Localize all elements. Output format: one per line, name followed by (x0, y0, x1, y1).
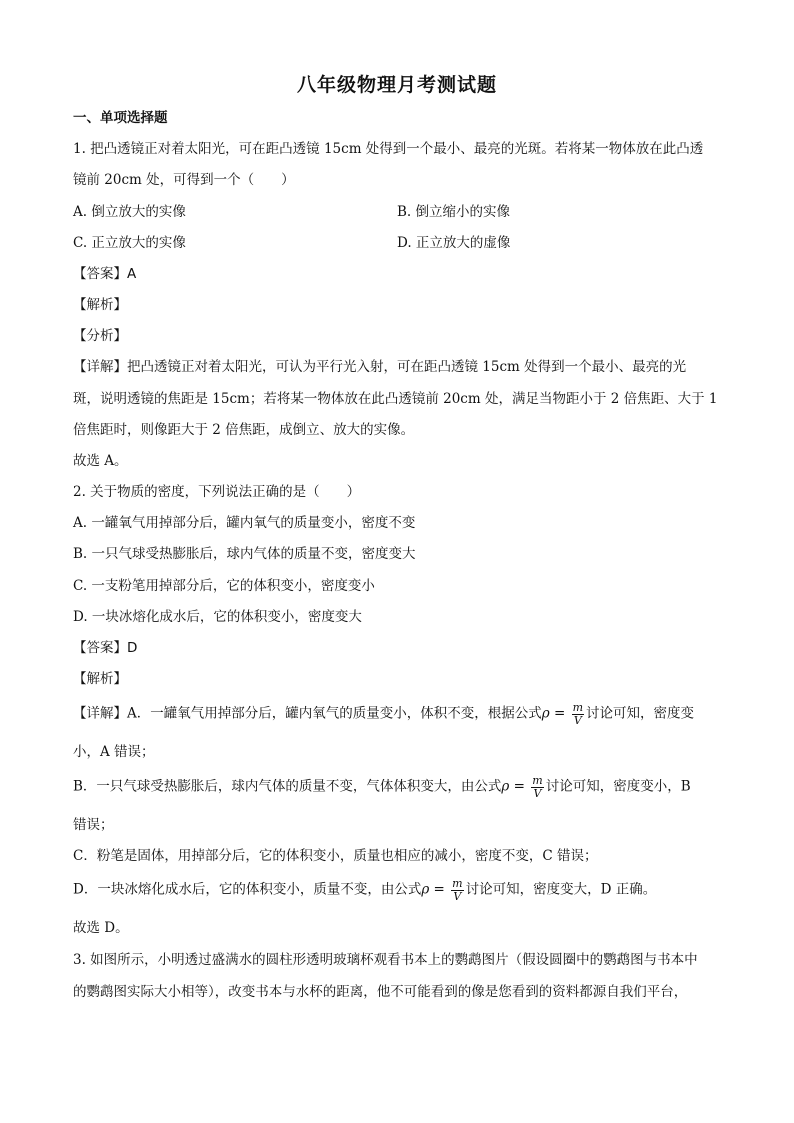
fraction-denominator: V (533, 786, 542, 800)
q2-detail-b-line1 (73, 775, 691, 799)
detail-b-text-pre: B．一只气球受热膨胀后，球内气体的质量不变，气体体积变大，由公式 (73, 778, 502, 795)
q2-option-d: D. 一块冰熔化成水后，它的体积变小，密度变大 (73, 609, 362, 625)
rho-symbol: ρ (541, 705, 550, 722)
q2-detail-c: C．粉笔是固体，用掉部分后，它的体积变小，质量也相应的减小，密度不变，C 错误； (73, 848, 598, 864)
q2-analysis-heading: 【解析】 (73, 671, 127, 687)
detail-a-text-post: 讨论可知，密度变 (586, 705, 695, 722)
equals-sign: = (509, 778, 530, 795)
q2-conclusion: 故选 D。 (73, 920, 129, 936)
q1-detail-line2: 斑，说明透镜的焦距是 15cm；若将某一物体放在此凸透镜前 20cm 处，满足当物距小于 2 倍焦距、大于 1 (73, 391, 718, 407)
detail-a-text-pre: 【详解】A．一罐氧气用掉部分后，罐内氧气的质量变小，体积不变，根据公式 (73, 705, 542, 722)
detail-d-text-post: 讨论可知，密度变大，D 正确。 (465, 881, 657, 898)
q1-option-d: D. 正立放大的虚像 (397, 235, 511, 251)
fraction-numerator: m (452, 877, 463, 890)
q2-stem: 2. 关于物质的密度，下列说法正确的是（ ） (73, 484, 361, 500)
page-title: 八年级物理月考测试题 (296, 74, 497, 96)
rho-symbol: ρ (501, 778, 510, 795)
q2-option-b: B. 一只气球受热膨胀后，球内气体的质量不变，密度变大 (73, 546, 416, 562)
q1-detail-line1: 【详解】把凸透镜正对着太阳光，可认为平行光入射，可在距凸透镜 15cm 处得到一个最小、最亮的光 (73, 359, 687, 375)
q1-option-b: B. 倒立缩小的实像 (397, 204, 511, 220)
q1-detail-line3: 倍焦距时，则像距大于 2 倍焦距，成倒立、放大的实像。 (73, 422, 415, 438)
detail-d-text-pre: D．一块冰熔化成水后，它的体积变小，质量不变，由公式 (73, 881, 422, 898)
density-formula-fraction (572, 702, 584, 726)
fraction-numerator: m (532, 774, 543, 787)
q2-detail-a-line1 (73, 702, 694, 726)
q2-option-a: A. 一罐氧气用掉部分后，罐内氧气的质量变小，密度不变 (73, 515, 416, 531)
section-heading: 一、单项选择题 (73, 110, 168, 126)
q2-detail-b-line2: 错误； (73, 817, 114, 833)
q1-stem-line2: 镜前 20cm 处，可得到一个（ ） (73, 172, 295, 188)
q2-detail-d (73, 878, 656, 902)
q1-answer: 【答案】A (73, 266, 137, 282)
density-formula-fraction (451, 878, 463, 902)
q1-conclusion: 故选 A。 (73, 453, 128, 469)
rho-symbol: ρ (421, 881, 430, 898)
q2-answer: 【答案】D (73, 640, 138, 656)
q1-stem-line1: 1. 把凸透镜正对着太阳光，可在距凸透镜 15cm 处得到一个最小、最亮的光斑。若将某一物体放在此凸透 (73, 141, 704, 157)
detail-b-text-post: 讨论可知，密度变小，B (545, 778, 691, 795)
q2-option-c: C. 一支粉笔用掉部分后，它的体积变小，密度变小 (73, 578, 375, 594)
q3-stem-line2: 的鹦鹉图实际大小相等），改变书本与水杯的距离，他不可能看到的像是您看到的资料都源自我们平台， (73, 984, 688, 1000)
q1-analysis-heading: 【解析】 (73, 297, 127, 313)
q3-stem-line1: 3. 如图所示，小明透过盛满水的圆柱形透明玻璃杯观看书本上的鹦鹉图片（假设圆圈中的鹦鹉图与书本中 (73, 952, 698, 968)
equals-sign: = (429, 881, 450, 898)
fraction-numerator: m (572, 701, 584, 714)
q2-detail-a-line2: 小，A 错误； (73, 744, 155, 760)
equals-sign: = (549, 705, 570, 722)
q1-fenxi-heading: 【分析】 (73, 328, 127, 344)
fraction-denominator: V (573, 713, 582, 727)
fraction-denominator: V (453, 889, 462, 903)
density-formula-fraction (531, 775, 543, 799)
q1-option-a: A. 倒立放大的实像 (73, 204, 186, 220)
q1-option-c: C. 正立放大的实像 (73, 235, 186, 251)
